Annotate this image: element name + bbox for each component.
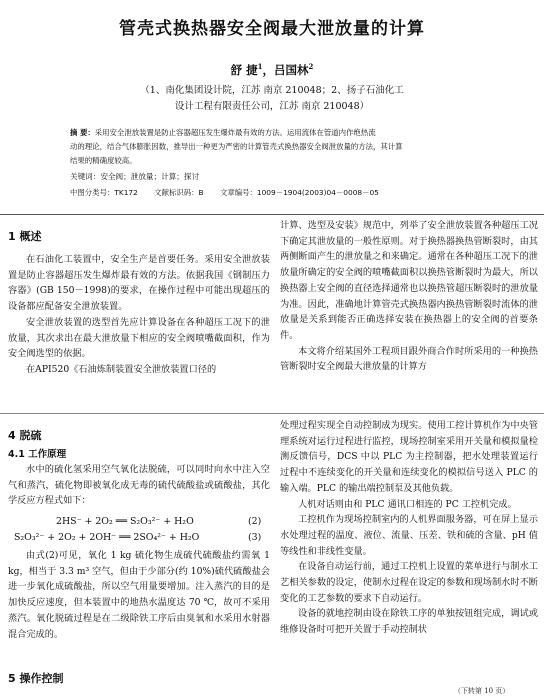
section-4-intro	[8, 462, 270, 509]
author-2: 吕国林	[274, 63, 309, 77]
section-1-paragraph-1: 在石油化工装置中，安全生产是首要任务。采用安全泄放装置是防止容器超压发生爆炸最有效的方法。依据我国《钢制压力容器》(GB 150－1998)的要求，在操作过程中可能出现超压的设备都应配备安全泄放装置。	[8, 254, 270, 313]
abstract-line-2: 动的理论，结合气体膨胀因数，推导出一种更为严密的计算管壳式换热器安全阀泄放量的方法，其计算	[70, 142, 403, 151]
page-separator	[0, 413, 544, 414]
equation-3: S₂O₃²⁻ + 2O₂ + 2OH⁻ ══ 2SO₄²⁻ + H₂O	[14, 532, 200, 543]
section-4-1-heading: 4.1 工作原理	[8, 449, 67, 460]
author-1-mark: 1	[257, 62, 263, 72]
right-bottom-paragraph-1: 处理过程实现全自动控制成为现实。使用工控计算机作为中央管理系统对运行过程进行监控，现场控制室采用开关量和模拟量检测反馈信号，DCS 中以 PLC 为主控制器，把水处理装置运行过程中不连续变化的开关量和连续变化的模拟信号送入 PLC 的输入端。PLC 的输出端控制泵及其他负载。	[280, 420, 538, 494]
section-1-paragraph-3: 在API520《石油炼制装置安全泄放装置口径的	[26, 363, 217, 375]
classification-line	[70, 187, 510, 198]
right-bottom-paragraph-3: 工控机作为现场控制室内的人机界面服务器，可在屏上显示水处理过程的温度、液位、流量、压差、铁和硫的含量、pH 值等线性和非线性变量。	[280, 514, 538, 557]
header-rule	[0, 214, 544, 215]
document-code: 文献标识码：B	[154, 188, 204, 197]
author-line	[0, 62, 544, 78]
abstract	[70, 126, 490, 168]
equation-2-number: (2)	[248, 516, 262, 527]
article-number: 文章编号：1009－1904(2003)04－0008－05	[219, 188, 379, 197]
author-separator: ，	[262, 63, 274, 77]
paper-title: 管壳式换热器安全阀最大泄放量的计算	[119, 19, 425, 39]
affiliation-line-1: （1、南化集团设计院，江苏 南京 210048；2、扬子石油化工	[140, 85, 404, 96]
right-top-paragraph-2: 本文将介绍某国外工程项目跟外商合作时所采用的一种换热管断裂时安全阀最大泄放量的计算方	[280, 345, 538, 373]
keywords: 关键词：安全阀；泄放量；计算；探讨	[70, 172, 200, 181]
right-bottom-paragraph-4: 在设备自动运行前，通过工控机上设置的菜单进行与制水工艺相关参数的设定，使制水过程在设定的参数和现场制水时不断变化的工艺参数的要求下自动运行。	[280, 561, 538, 604]
section-1-body	[8, 252, 270, 378]
abstract-line-3: 结果的精确度较高。	[70, 156, 137, 165]
clc-number: 中图分类号：TK172	[70, 188, 138, 197]
author-2-mark: 2	[308, 62, 314, 72]
author-1: 舒 捷	[230, 63, 258, 77]
continued-note: （下转第 10 页）	[454, 687, 510, 695]
section-1-heading: 1 概述	[8, 230, 42, 243]
affiliation-line-2: 设计工程有限责任公司，江苏 南京 210048）	[174, 101, 370, 112]
section-1-paragraph-2: 安全泄放装置的选型首先应计算设备在各种超压工况下的泄放量，其次求出在最大泄放量下相应的安全阀喷嘴截面积，作为安全阀选型的依据。	[8, 316, 270, 360]
right-column-top	[280, 218, 538, 375]
right-bottom-paragraph-2: 人机对话则由和 PLC 通讯口相连的 PC 工控机完成。	[298, 498, 517, 510]
right-column-bottom	[280, 418, 538, 638]
right-top-paragraph-1: 计算、选型及安装》规范中，列举了安全泄放装置各种超压工况下确定其泄放量的一般性原则。对于换热器换热管断裂时，由其两侧断面产生的泄放量之和来确定。通常在各种超压工况下的泄放量所确定的安全阀的喷嘴截面积以换热管断裂时为最大，所以换热器上安全阀的直径选择通常也以换热管超压断裂时的泄放量为准。因此，准确地计算管壳式换热器内换热管断裂时流体的泄放量是关系到能否正确选择安装在换热器上的安全阀的首要条件。	[280, 220, 538, 341]
equation-2: 2HS⁻ + 2O₂ ══ S₂O₃²⁻ + H₂O	[56, 516, 194, 527]
abstract-line-1: 采用安全泄放装置是防止容器超压发生爆炸最有效的方法。运用流体在管道内作绝热流	[94, 128, 376, 137]
section-5-heading: 5 操作控制	[8, 672, 64, 685]
section-4-paragraph-2: 由式(2)可见，氧化 1 kg 硫化物生成硫代硫酸盐约需氧 1 kg，相当于 3.3 m³ 空气，但由于少部分(约 10%)硫代硫酸盐会进一步氧化成硫酸盐，所以空气用量要增加。注入蒸汽的目的是加快反应速度，但本装置中的地热水温度达 70 ℃，故可不采用蒸汽。氧化脱硫过程是在二级除铁工序后由臭氧和水采用水射器混合完成的。	[8, 550, 270, 640]
section-4-body	[8, 548, 270, 642]
equation-3-number: (3)	[248, 532, 262, 543]
section-4-paragraph-1: 水中的硫化氢采用空气氧化法脱硫，可以同时向水中注入空气和蒸汽，硫化物即被氧化成无毒的硫代硫酸盐或硫酸盐，其化学反应方程式如下：	[8, 464, 270, 507]
right-bottom-paragraph-5: 设备的就地控制由设在除铁工序的单独按钮组完成，调试或维修设备时可把开关置于手动控制状	[280, 608, 538, 636]
section-4-heading: 4 脱硫	[8, 429, 42, 442]
abstract-label: 摘 要：	[70, 128, 95, 137]
